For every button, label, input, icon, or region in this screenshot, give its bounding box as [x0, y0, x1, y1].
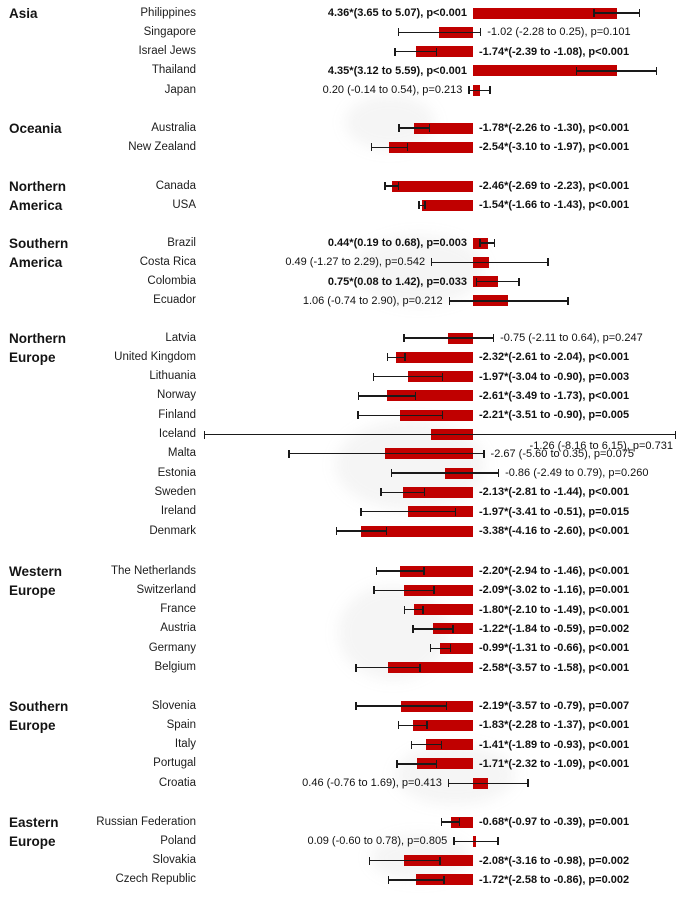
- country-label: Malta: [167, 447, 196, 460]
- estimate-label: 1.06 (-0.74 to 2.90), p=0.212: [302, 294, 443, 307]
- ci-cap-left: [355, 702, 356, 710]
- region-label: Oceania: [9, 120, 62, 136]
- estimate-label: 0.20 (-0.14 to 0.54), p=0.213: [322, 84, 463, 97]
- ci-cap-left: [288, 450, 289, 458]
- ci-cap-left: [476, 278, 477, 286]
- estimate-label: 4.36*(3.65 to 5.07), p<0.001: [327, 7, 467, 19]
- country-label: Slovenia: [151, 699, 196, 712]
- ci-cap-left: [412, 625, 413, 633]
- ci-whisker: [204, 434, 676, 435]
- country-label: The Netherlands: [110, 564, 196, 577]
- region-label: Europe: [9, 582, 56, 598]
- ci-cap-right: [497, 837, 498, 845]
- ci-whisker: [398, 127, 430, 128]
- estimate-label: 4.35*(3.12 to 5.59), p<0.001: [327, 64, 467, 77]
- ci-whisker: [288, 453, 484, 454]
- region-label: Europe: [9, 349, 56, 365]
- estimate-label: -1.02 (-2.28 to 0.25), p=0.101: [487, 26, 631, 39]
- country-label: France: [160, 603, 196, 616]
- ci-cap-left: [468, 86, 469, 94]
- region-label: America: [9, 197, 63, 213]
- estimate-label: -1.80*(-2.10 to -1.49), p<0.001: [479, 603, 630, 616]
- country-label: Austria: [160, 622, 196, 635]
- ci-whisker: [476, 281, 520, 282]
- region-label: America: [9, 254, 63, 270]
- ci-whisker: [430, 648, 451, 649]
- estimate-label: -0.86 (-2.49 to 0.79), p=0.260: [505, 467, 649, 480]
- ci-cap-right: [429, 124, 430, 132]
- ci-whisker: [369, 860, 441, 861]
- estimate-label: 0.46 (-0.76 to 1.69), p=0.413: [302, 777, 442, 790]
- ci-cap-left: [418, 201, 419, 209]
- ci-cap-right: [675, 431, 676, 439]
- ci-whisker: [448, 783, 529, 784]
- estimate-label: -3.38*(-4.16 to -2.60), p<0.001: [479, 525, 630, 537]
- estimate-bar: [422, 200, 473, 211]
- country-label: Germany: [148, 641, 196, 654]
- ci-whisker: [391, 472, 499, 473]
- ci-whisker: [357, 415, 443, 416]
- estimate-label: -2.32*(-2.61 to -2.04), p<0.001: [479, 351, 630, 364]
- ci-cap-right: [422, 606, 423, 614]
- ci-whisker: [403, 337, 494, 338]
- ci-cap-right: [423, 567, 424, 575]
- ci-cap-left: [394, 48, 395, 56]
- ci-cap-right: [386, 527, 387, 535]
- estimate-label: 0.09 (-0.60 to 0.78), p=0.805: [307, 835, 448, 848]
- estimate-label: -0.99*(-1.31 to -0.66), p<0.001: [479, 642, 630, 655]
- ci-cap-right: [439, 857, 440, 865]
- region-label: Asia: [9, 5, 38, 21]
- region-label: Southern: [9, 698, 69, 714]
- estimate-label: 0.49 (-1.27 to 2.29), p=0.542: [285, 256, 426, 269]
- country-label: Ecuador: [153, 294, 196, 307]
- country-label: Poland: [160, 834, 196, 847]
- country-label: Costa Rica: [139, 255, 196, 268]
- ci-cap-left: [360, 508, 361, 516]
- country-label: Canada: [155, 179, 196, 192]
- ci-whisker: [360, 511, 456, 512]
- country-label: Norway: [157, 389, 196, 402]
- estimate-bar: [396, 352, 473, 363]
- region-label: Europe: [9, 833, 56, 849]
- estimate-label: -1.74*(-2.39 to -1.08), p<0.001: [479, 45, 630, 58]
- ci-cap-left: [380, 488, 381, 496]
- estimate-label: -2.09*(-3.02 to -1.16), p=0.001: [479, 584, 630, 597]
- region-label: Eastern: [9, 814, 59, 830]
- watermark-smudge: [395, 745, 515, 805]
- region-label: Northern: [9, 178, 66, 194]
- ci-cap-left: [411, 741, 412, 749]
- ci-whisker: [412, 628, 453, 629]
- ci-whisker: [468, 90, 490, 91]
- ci-cap-left: [403, 334, 404, 342]
- ci-whisker: [373, 590, 434, 591]
- ci-whisker: [593, 12, 640, 13]
- estimate-label: -1.54*(-1.66 to -1.43), p<0.001: [479, 199, 630, 212]
- ci-whisker: [441, 821, 460, 822]
- ci-cap-left: [358, 392, 359, 400]
- country-label: USA: [172, 198, 196, 211]
- ci-cap-left: [373, 586, 374, 594]
- country-label: Thailand: [151, 64, 196, 77]
- ci-cap-left: [431, 258, 432, 266]
- country-label: Latvia: [165, 331, 196, 344]
- ci-cap-right: [455, 508, 456, 516]
- country-label: United Kingdom: [114, 350, 196, 363]
- ci-whisker: [394, 51, 437, 52]
- ci-cap-right: [442, 411, 443, 419]
- ci-whisker: [371, 147, 408, 148]
- country-label: Philippines: [140, 6, 196, 19]
- estimate-label: -2.21*(-3.51 to -0.90), p=0.005: [479, 409, 630, 422]
- ci-cap-left: [371, 143, 372, 151]
- ci-whisker: [355, 667, 421, 668]
- estimate-label: -2.08*(-3.16 to -0.98), p=0.002: [479, 854, 630, 867]
- ci-cap-right: [404, 353, 405, 361]
- ci-cap-left: [357, 411, 358, 419]
- ci-whisker: [449, 300, 569, 301]
- estimate-label: 0.44*(0.19 to 0.68), p=0.003: [327, 237, 467, 249]
- ci-cap-left: [430, 644, 431, 652]
- country-label: Croatia: [158, 776, 196, 789]
- ci-cap-right: [639, 9, 640, 17]
- estimate-label: -2.13*(-2.81 to -1.44), p<0.001: [479, 486, 630, 499]
- estimate-label: -0.68*(-0.97 to -0.39), p=0.001: [479, 816, 630, 828]
- estimate-label: -1.78*(-2.26 to -1.30), p<0.001: [479, 122, 630, 134]
- country-label: Brazil: [167, 236, 196, 249]
- country-label: Portugal: [153, 757, 196, 770]
- ci-cap-right: [436, 48, 437, 56]
- ci-whisker: [479, 242, 495, 243]
- ci-cap-right: [567, 297, 568, 305]
- ci-cap-right: [419, 664, 420, 672]
- country-label: Switzerland: [136, 583, 196, 596]
- region-label: Southern: [9, 235, 69, 251]
- region-label: Western: [9, 563, 63, 579]
- estimate-label: -1.83*(-2.28 to -1.37), p<0.001: [479, 719, 630, 732]
- ci-whisker: [404, 609, 424, 610]
- ci-cap-right: [424, 488, 425, 496]
- country-label: Finland: [158, 408, 196, 421]
- ci-whisker: [373, 376, 444, 377]
- ci-cap-right: [443, 876, 444, 884]
- ci-cap-left: [449, 297, 450, 305]
- estimate-bar: [392, 181, 473, 192]
- ci-cap-right: [436, 760, 437, 768]
- ci-whisker: [398, 32, 481, 33]
- ci-whisker: [388, 879, 445, 880]
- ci-whisker: [380, 492, 425, 493]
- ci-cap-right: [452, 625, 453, 633]
- estimate-label: -2.58*(-3.57 to -1.58), p<0.001: [479, 661, 630, 674]
- estimate-label: -1.97*(-3.04 to -0.90), p=0.003: [479, 370, 630, 383]
- estimate-label: -1.26 (-8.16 to 6.15), p=0.731: [529, 439, 673, 452]
- ci-cap-right: [407, 143, 408, 151]
- country-label: Ireland: [160, 505, 196, 518]
- estimate-label: 0.75*(0.08 to 1.42), p=0.033: [327, 275, 467, 288]
- estimate-label: -1.97*(-3.41 to -0.51), p=0.015: [479, 505, 630, 518]
- estimate-label: -2.19*(-3.57 to -0.79), p=0.007: [479, 700, 630, 712]
- ci-cap-left: [576, 67, 577, 75]
- country-label: Italy: [174, 738, 196, 751]
- ci-cap-left: [593, 9, 594, 17]
- ci-whisker: [387, 357, 406, 358]
- ci-cap-left: [448, 779, 449, 787]
- ci-cap-right: [446, 702, 447, 710]
- ci-whisker: [453, 841, 499, 842]
- ci-whisker: [431, 262, 548, 263]
- ci-cap-right: [415, 392, 416, 400]
- country-label: Australia: [151, 121, 196, 134]
- estimate-label: -2.20*(-2.94 to -1.46), p<0.001: [479, 565, 630, 577]
- region-label: Europe: [9, 717, 56, 733]
- estimate-label: -2.67 (-5.60 to 0.35), p=0.075: [490, 447, 634, 460]
- country-label: Israel Jews: [138, 45, 196, 58]
- ci-cap-right: [493, 334, 494, 342]
- ci-cap-left: [398, 28, 399, 36]
- estimate-label: -0.75 (-2.11 to 0.64), p=0.247: [500, 332, 643, 344]
- ci-cap-right: [527, 779, 528, 787]
- ci-cap-left: [373, 373, 374, 381]
- ci-cap-right: [498, 469, 499, 477]
- estimate-label: -1.41*(-1.89 to -0.93), p<0.001: [479, 738, 630, 751]
- ci-cap-left: [453, 837, 454, 845]
- country-label: Russian Federation: [96, 815, 196, 828]
- country-label: Slovakia: [152, 854, 196, 867]
- ci-cap-left: [336, 527, 337, 535]
- ci-cap-right: [480, 28, 481, 36]
- estimate-label: -1.22*(-1.84 to -0.59), p=0.002: [479, 622, 630, 635]
- ci-whisker: [355, 705, 447, 706]
- ci-cap-right: [424, 201, 425, 209]
- ci-cap-right: [547, 258, 548, 266]
- ci-cap-right: [433, 586, 434, 594]
- ci-cap-right: [459, 818, 460, 826]
- ci-cap-left: [404, 606, 405, 614]
- ci-whisker: [398, 725, 428, 726]
- country-label: Czech Republic: [115, 873, 196, 886]
- ci-cap-right: [441, 741, 442, 749]
- ci-whisker: [336, 530, 387, 531]
- ci-cap-left: [369, 857, 370, 865]
- country-label: Spain: [166, 718, 196, 731]
- ci-cap-right: [450, 644, 451, 652]
- ci-cap-right: [656, 67, 657, 75]
- ci-cap-right: [494, 239, 495, 247]
- country-label: Colombia: [147, 275, 196, 288]
- ci-cap-right: [518, 278, 519, 286]
- ci-cap-right: [426, 721, 427, 729]
- ci-cap-left: [387, 353, 388, 361]
- estimate-label: -2.54*(-3.10 to -1.97), p<0.001: [479, 141, 630, 154]
- ci-cap-left: [204, 431, 205, 439]
- ci-cap-left: [384, 182, 385, 190]
- estimate-label: -1.71*(-2.32 to -1.09), p<0.001: [479, 757, 630, 770]
- ci-cap-left: [479, 239, 480, 247]
- ci-cap-left: [391, 469, 392, 477]
- estimate-label: -2.61*(-3.49 to -1.73), p<0.001: [479, 389, 630, 402]
- country-label: Sweden: [154, 485, 196, 498]
- ci-whisker: [411, 744, 443, 745]
- ci-whisker: [358, 395, 416, 396]
- ci-cap-right: [489, 86, 490, 94]
- ci-cap-right: [442, 373, 443, 381]
- country-label: Belgium: [154, 661, 196, 673]
- country-label: Japan: [164, 83, 196, 96]
- ci-cap-left: [376, 567, 377, 575]
- country-label: New Zealand: [128, 140, 196, 153]
- ci-whisker: [396, 763, 437, 764]
- ci-cap-right: [483, 450, 484, 458]
- country-label: Lithuania: [149, 370, 196, 383]
- country-label: Estonia: [157, 466, 196, 479]
- ci-cap-left: [355, 664, 356, 672]
- country-label: Iceland: [158, 428, 196, 440]
- country-label: Denmark: [149, 524, 196, 537]
- estimate-label: -1.72*(-2.58 to -0.86), p=0.002: [479, 873, 630, 886]
- ci-cap-left: [441, 818, 442, 826]
- ci-whisker: [376, 570, 425, 571]
- estimate-label: -2.46*(-2.69 to -2.23), p<0.001: [479, 180, 630, 192]
- ci-cap-left: [398, 721, 399, 729]
- country-label: Singapore: [143, 25, 196, 38]
- ci-cap-left: [398, 124, 399, 132]
- ci-whisker: [576, 70, 658, 71]
- ci-cap-left: [388, 876, 389, 884]
- ci-cap-right: [398, 182, 399, 190]
- region-label: Northern: [9, 330, 66, 346]
- ci-cap-left: [396, 760, 397, 768]
